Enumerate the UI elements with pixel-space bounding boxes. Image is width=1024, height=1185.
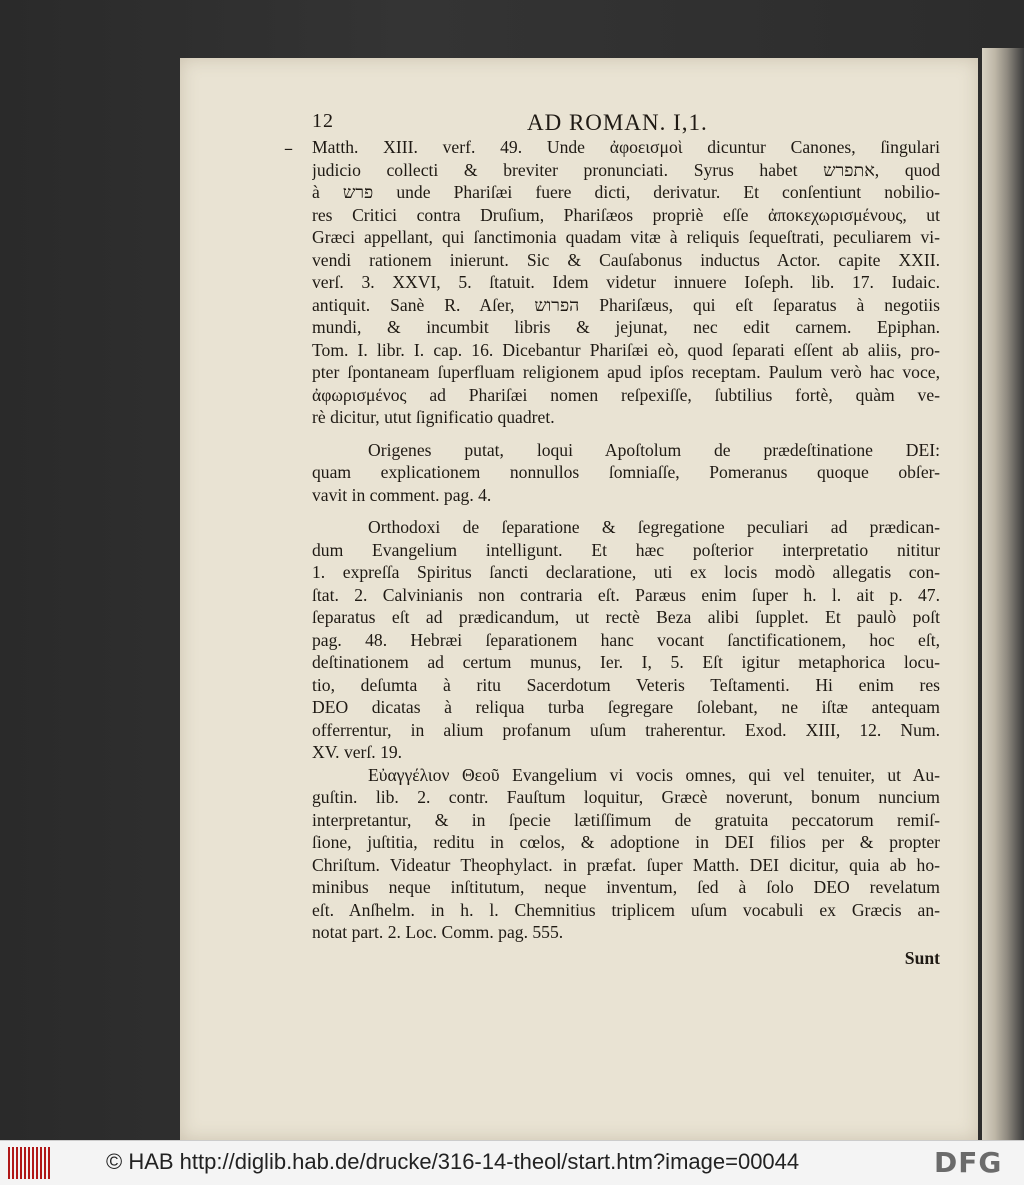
- text-line: offerrentur, in alium profanum uſum traherentur. Exod. XIII, 12. Num.: [312, 719, 940, 740]
- text-line: pag. 48. Hebræi ſeparationem hanc vocant ſanctificationem, hoc eſt,: [312, 629, 940, 650]
- margin-mark: –: [284, 138, 293, 159]
- text-line: interpretantur, & in ſpecie lætiſſimum de gratuita peccatorum remiſ-: [312, 809, 940, 830]
- dfg-logo: DFG: [934, 1146, 1003, 1179]
- text-line: mundi, & incumbit libris & jejunat, nec edit carnem. Epiphan.: [312, 317, 940, 337]
- text-line: dum Evangelium intelligunt. Et hæc poſterior interpretatio nititur: [312, 539, 940, 560]
- text-line: ſeparatus eſt ad prædicandum, ut rectè Beza alibi ſupplet. Et paulò poſt: [312, 607, 940, 627]
- text-line: vendi rationem inierunt. Sic & Cauſabonus inductus Actor. capite XXII.: [312, 249, 940, 270]
- text-line: pter ſpontaneam ſuperfluam religionem apud ipſos receptam. Paulum verò hac voce,: [312, 362, 940, 382]
- text-line: Εὐαγγέλιον Θεοῦ Evangelium vi vocis omnes, qui vel tenuiter, ut Au-: [368, 764, 940, 785]
- footer-bar: [0, 1140, 1024, 1185]
- text-line: quam explicationem nonnullos ſomniaſſe, Pomeranus quoque obſer-: [312, 462, 940, 482]
- text-line: Chriſtum. Videatur Theophylact. in præfat. ſuper Matth. DEI dicitur, quia ab ho-: [312, 854, 940, 875]
- text-line: ſione, juſtitia, reditu in cœlos, & adoptione in DEI filios per & propter: [312, 832, 940, 852]
- text-line: Tom. I. libr. I. cap. 16. Dicebantur Phariſæi eò, quod ſeparati eſſent ab aliis, pro-: [312, 339, 940, 360]
- text-line: res Critici contra Druſium, Phariſæos propriè eſſe ἀποκεχωρισμένους, ut: [312, 204, 940, 225]
- catchword: Sunt: [904, 947, 940, 968]
- hab-barcode-logo: [8, 1147, 50, 1179]
- text-line: DEO dicatas à reliqua turba ſegregare ſolebant, ne iſtæ antequam: [312, 697, 940, 717]
- text-line: antiquit. Sanè R. Aſer, הפרוש Phariſæus, qui eſt ſeparatus à negotiis: [312, 294, 940, 315]
- page-number: 12: [312, 110, 334, 132]
- text-line: 1. expreſſa Spiritus ſancti declaratione, uti ex locis modò allegatis con-: [312, 562, 940, 582]
- text-line: tio, deſumta à ritu Sacerdotum Veteris Teſtamenti. Hi enim res: [312, 674, 940, 695]
- text-line: Græci appellant, qui ſanctimonia quadam vitæ à reliquis ſequeſtrati, peculiarem vi-: [312, 227, 940, 247]
- text-line: verſ. 3. XXVI, 5. ſtatuit. Idem videtur innuere Ioſeph. lib. 17. Iudaic.: [312, 272, 940, 292]
- book-page: [180, 58, 978, 1140]
- text-line: minibus neque inſtitutum, neque inventum, ſed à ſolo DEO revelatum: [312, 877, 940, 897]
- text-line: judicio collecti & breviter pronunciati. Syrus habet אתפרש, quod: [312, 159, 940, 180]
- text-line: Matth. XIII. verf. 49. Unde ἀφοεισμοὶ dicuntur Canones, ſingulari: [312, 137, 940, 157]
- paragraph-gap: [312, 429, 940, 439]
- paragraph-gap: [312, 506, 940, 516]
- text-line: guſtin. lib. 2. contr. Fauſtum loquitur, Græcè noverunt, bonum nuncium: [312, 787, 940, 807]
- page-text-block: [284, 110, 940, 969]
- text-line: Orthodoxi de ſeparatione & ſegregatione peculiari ad prædican-: [368, 517, 940, 537]
- text-line: deſtinationem ad certum munus, Ier. I, 5. Eſt igitur metaphorica locu-: [312, 652, 940, 672]
- running-head-title: AD ROMAN. I,1.: [527, 110, 708, 135]
- text-line: eſt. Anſhelm. in h. l. Chemnitius triplicem uſum vocabuli ex Græcis an-: [312, 899, 940, 920]
- credit-link[interactable]: © HAB http://diglib.hab.de/drucke/316-14-theol/start.htm?image=00044: [106, 1149, 800, 1174]
- text-line: notat part. 2. Loc. Comm. pag. 555.: [312, 922, 564, 942]
- text-line: ſtat. 2. Calvinianis non contraria eſt. Paræus enim ſuper h. l. ait p. 47.: [312, 584, 940, 605]
- text-line: vavit in comment. pag. 4.: [312, 484, 492, 505]
- running-head: [312, 110, 940, 136]
- text-line: à פרש unde Phariſæi fuere dicti, derivatur. Et conſentiunt nobilio-: [312, 182, 940, 202]
- text-lines: [312, 136, 940, 944]
- text-line: rè dicitur, utut ſignificatio quadret.: [312, 407, 555, 427]
- page-edge: [982, 48, 1024, 1140]
- text-line: ἀφωρισμένος ad Phariſæi nomen reſpexiſſe, ſubtilius fortè, quàm ve-: [312, 384, 940, 405]
- text-line: Origenes putat, loqui Apoſtolum de prædeſtinatione DEI:: [368, 439, 940, 460]
- text-line: XV. verſ. 19.: [312, 742, 403, 762]
